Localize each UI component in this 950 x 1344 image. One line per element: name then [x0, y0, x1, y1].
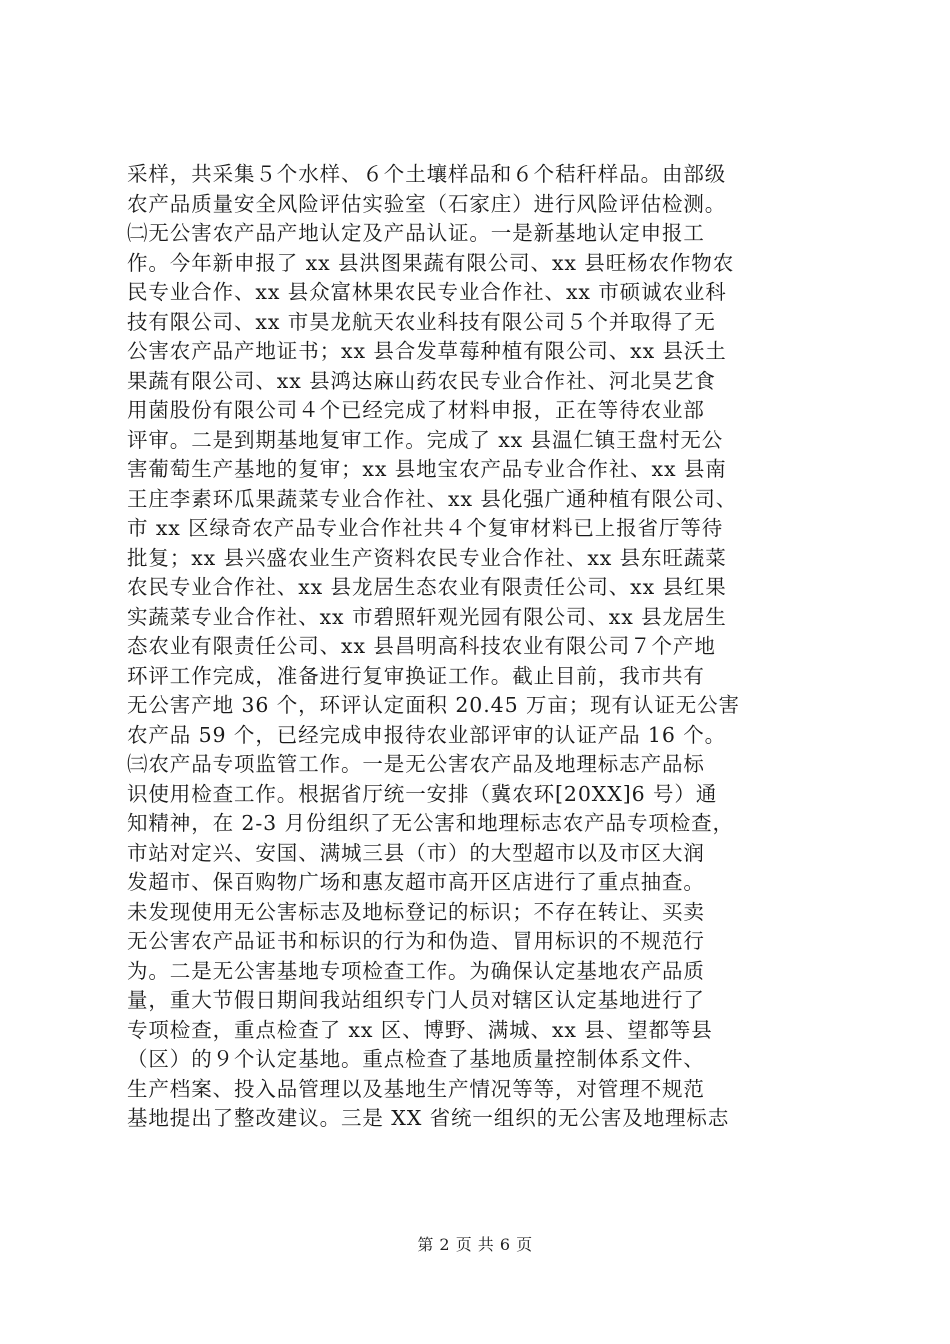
text-line: ㈡无公害农产品产地认定及产品认证。一是新基地认定申报工	[127, 221, 705, 245]
text-line: 采样，共采集５个水样、６个土壤样品和６个秸秆样品。由部级	[127, 162, 727, 186]
text-line: （区）的９个认定基地。重点检查了基地质量控制体系文件、	[127, 1047, 705, 1071]
text-line: 知精神，在 2-3 月份组织了无公害和地理标志农产品专项检查，	[127, 811, 734, 835]
text-line: 为。二是无公害基地专项检查工作。为确保认定基地农产品质	[127, 958, 705, 983]
text-line: 农民专业合作社、xx 县龙居生态农业有限责任公司、xx 县红果	[127, 575, 727, 599]
text-line: 果蔬有限公司、xx 县鸿达麻山药农民专业合作社、河北昊艺食	[127, 368, 716, 393]
text-line: 市站对定兴、安国、满城三县（市）的大型超市以及市区大润	[127, 840, 705, 865]
text-line: 用菌股份有限公司４个已经完成了材料申报，正在等待农业部	[127, 398, 705, 422]
text-line: 专项检查，重点检查了 xx 区、博野、满城、xx 县、望都等县	[127, 1017, 713, 1042]
text-line: 评审。二是到期基地复审工作。完成了 xx 县温仁镇王盘村无公	[127, 427, 724, 452]
text-line: 王庄李素环瓜果蔬菜专业合作社、xx 县化强广通种植有限公司、	[127, 486, 738, 511]
text-line: 环评工作完成，准备进行复审换证工作。截止目前，我市共有	[127, 663, 705, 688]
text-line: 量，重大节假日期间我站组织专门人员对辖区认定基地进行了	[127, 988, 705, 1012]
text-line: 实蔬菜专业合作社、xx 市碧照轩观光园有限公司、xx 县龙居生	[127, 604, 727, 629]
text-line: 公害农产品产地证书；xx 县合发草莓种植有限公司、xx 县沃土	[127, 339, 727, 363]
text-line: 无公害农产品证书和标识的行为和伪造、冒用标识的不规范行	[127, 929, 705, 953]
page-footer	[0, 1232, 950, 1255]
text-line: 态农业有限责任公司、xx 县昌明高科技农业有限公司７个产地	[127, 634, 716, 658]
text-line: 基地提出了整改建议。三是 XX 省统一组织的无公害及地理标志	[127, 1106, 730, 1130]
text-line: 未发现使用无公害标志及地标登记的标识；不存在转让、买卖	[127, 899, 705, 924]
text-line: 农产品 59 个，已经完成申报待农业部评审的认证产品 16 个。	[127, 722, 727, 747]
text-line: 无公害产地 36 个，环评认定面积 20.45 万亩；现有认证无公害	[127, 693, 740, 717]
text-line: 作。今年新申报了 xx 县洪图果蔬有限公司、xx 县旺杨农作物农	[127, 250, 735, 275]
text-line: ㈢农产品专项监管工作。一是无公害农产品及地理标志产品标	[127, 752, 705, 776]
text-line: 识使用检查工作。根据省厅统一安排（冀农环[20XX]6 号）通	[127, 781, 718, 806]
text-line: 批复；xx 县兴盛农业生产资料农民专业合作社、xx 县东旺蔬菜	[127, 545, 727, 570]
body-text	[127, 160, 832, 1134]
text-line: 农产品质量安全风险评估实验室（石家庄）进行风险评估检测。	[127, 191, 727, 216]
text-line: 民专业合作、xx 县众富林果农民专业合作社、xx 市硕诚农业科	[127, 280, 727, 304]
text-line: 技有限公司、xx 市昊龙航天农业科技有限公司５个并取得了无	[127, 309, 716, 334]
text-line: 市 xx 区绿奇农产品专业合作社共４个复审材料已上报省厅等待	[127, 516, 724, 540]
text-line: 生产档案、投入品管理以及基地生产情况等等，对管理不规范	[127, 1076, 705, 1101]
text-line: 发超市、保百购物广场和惠友超市高开区店进行了重点抽查。	[127, 870, 705, 894]
page-number: 第 2 页 共 6 页	[417, 1235, 533, 1254]
text-line: 害葡萄生产基地的复审；xx 县地宝农产品专业合作社、xx 县南	[127, 457, 727, 481]
